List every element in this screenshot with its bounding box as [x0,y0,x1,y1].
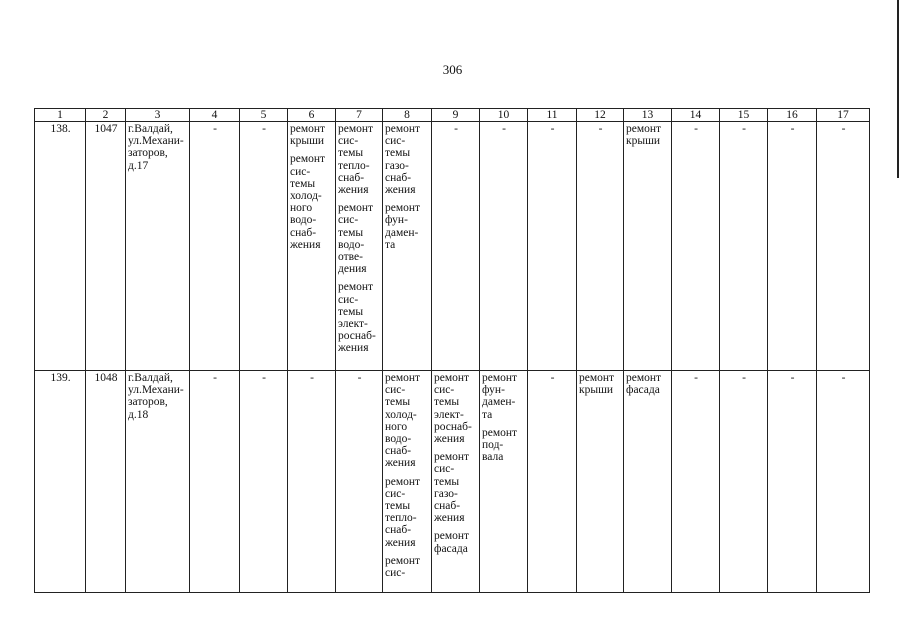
object-address: г.Валдай, ул.Механи- заторов, д.17 [126,122,190,371]
work-item: ремонт фасада [434,530,470,555]
work-item: ремонт фун- дамен- та [385,202,421,251]
work-item: ремонт сис- темы тепло- снаб- жения [338,123,374,197]
column-header: 15 [720,109,768,122]
table-cell [624,371,672,593]
table-cell [817,122,870,371]
table-cell [528,122,577,371]
work-item: ремонт сис- [385,554,421,580]
column-header: 3 [126,109,190,122]
column-header: 10 [480,109,528,122]
table-cell [720,122,768,371]
empty-mark: - [310,372,314,384]
work-item: ремонт сис- темы газо- снаб- жения [434,451,470,525]
object-code: 1048 [86,371,126,593]
table-cell [577,371,624,593]
empty-mark: - [357,372,362,384]
column-header: 17 [817,109,870,122]
header-row [35,109,870,122]
empty-mark: - [502,123,506,135]
table-cell [624,122,672,371]
work-item: ремонт сис- темы водо- отве- дения [338,202,374,276]
table-cell [336,122,383,371]
work-item: ремонт сис- темы элект- роснаб- жения [338,281,376,355]
work-item: ремонт сис- темы холод- ного водо- снаб- жения [385,372,421,470]
table-cell [240,122,288,371]
work-item: ремонт сис- темы тепло- снаб- жения [385,475,421,549]
column-header: 6 [288,109,336,122]
empty-mark: - [790,123,795,135]
row-number: 139. [35,371,86,593]
work-item: ремонт под- вала [482,426,518,464]
column-header: 2 [86,109,126,122]
table-cell [720,371,768,593]
table-cell [817,371,870,593]
table-cell [528,371,577,593]
empty-mark: - [841,372,846,384]
table-cell [288,122,336,371]
column-header: 7 [336,109,383,122]
column-header: 16 [768,109,817,122]
table-cell [768,122,817,371]
empty-mark: - [550,123,555,135]
table-cell [672,122,720,371]
empty-mark: - [598,123,603,135]
column-header: 12 [577,109,624,122]
work-item: ремонт крыши [579,372,615,397]
table-cell [336,371,383,593]
object-address: г.Валдай, ул.Механи- заторов, д.18 [126,371,190,593]
table-cell [480,122,528,371]
work-item: ремонт крыши [626,123,662,148]
empty-mark: - [790,372,795,384]
work-item: ремонт фун- дамен- та [482,372,518,421]
work-item: ремонт сис- темы газо- снаб- жения [385,123,421,197]
empty-mark: - [694,372,698,384]
empty-mark: - [742,372,746,384]
empty-mark: - [550,372,555,384]
table-cell [768,371,817,593]
work-item: ремонт крыши [290,123,326,148]
empty-mark: - [694,123,698,135]
empty-mark: - [262,123,266,135]
column-header: 5 [240,109,288,122]
column-header: 14 [672,109,720,122]
table-cell [383,371,432,593]
column-header: 1 [35,109,86,122]
empty-mark: - [454,123,458,135]
column-header: 9 [432,109,480,122]
empty-mark: - [213,123,217,135]
empty-mark: - [262,372,266,384]
table-cell [672,371,720,593]
column-header: 13 [624,109,672,122]
work-item: ремонт сис- темы элект- роснаб- жения [434,372,472,446]
empty-mark: - [742,123,746,135]
table-cell [480,371,528,593]
table-cell [432,122,480,371]
work-item: ремонт сис- темы холод- ного водо- снаб- жения [290,153,326,251]
column-header: 8 [383,109,432,122]
table-cell [383,122,432,371]
scan-edge-line [897,0,899,178]
table-cell [577,122,624,371]
work-schedule-table [34,108,870,593]
page-number: 306 [442,62,463,77]
table-row [35,371,870,593]
empty-mark: - [213,372,217,384]
work-item: ремонт фасада [626,372,662,397]
column-header: 4 [190,109,240,122]
table-cell [190,371,240,593]
table-cell [432,371,480,593]
row-number: 138. [35,122,86,371]
column-header: 11 [528,109,577,122]
table-cell [190,122,240,371]
table-row [35,122,870,371]
empty-mark: - [841,123,846,135]
object-code: 1047 [86,122,126,371]
table-cell [240,371,288,593]
table-cell [288,371,336,593]
